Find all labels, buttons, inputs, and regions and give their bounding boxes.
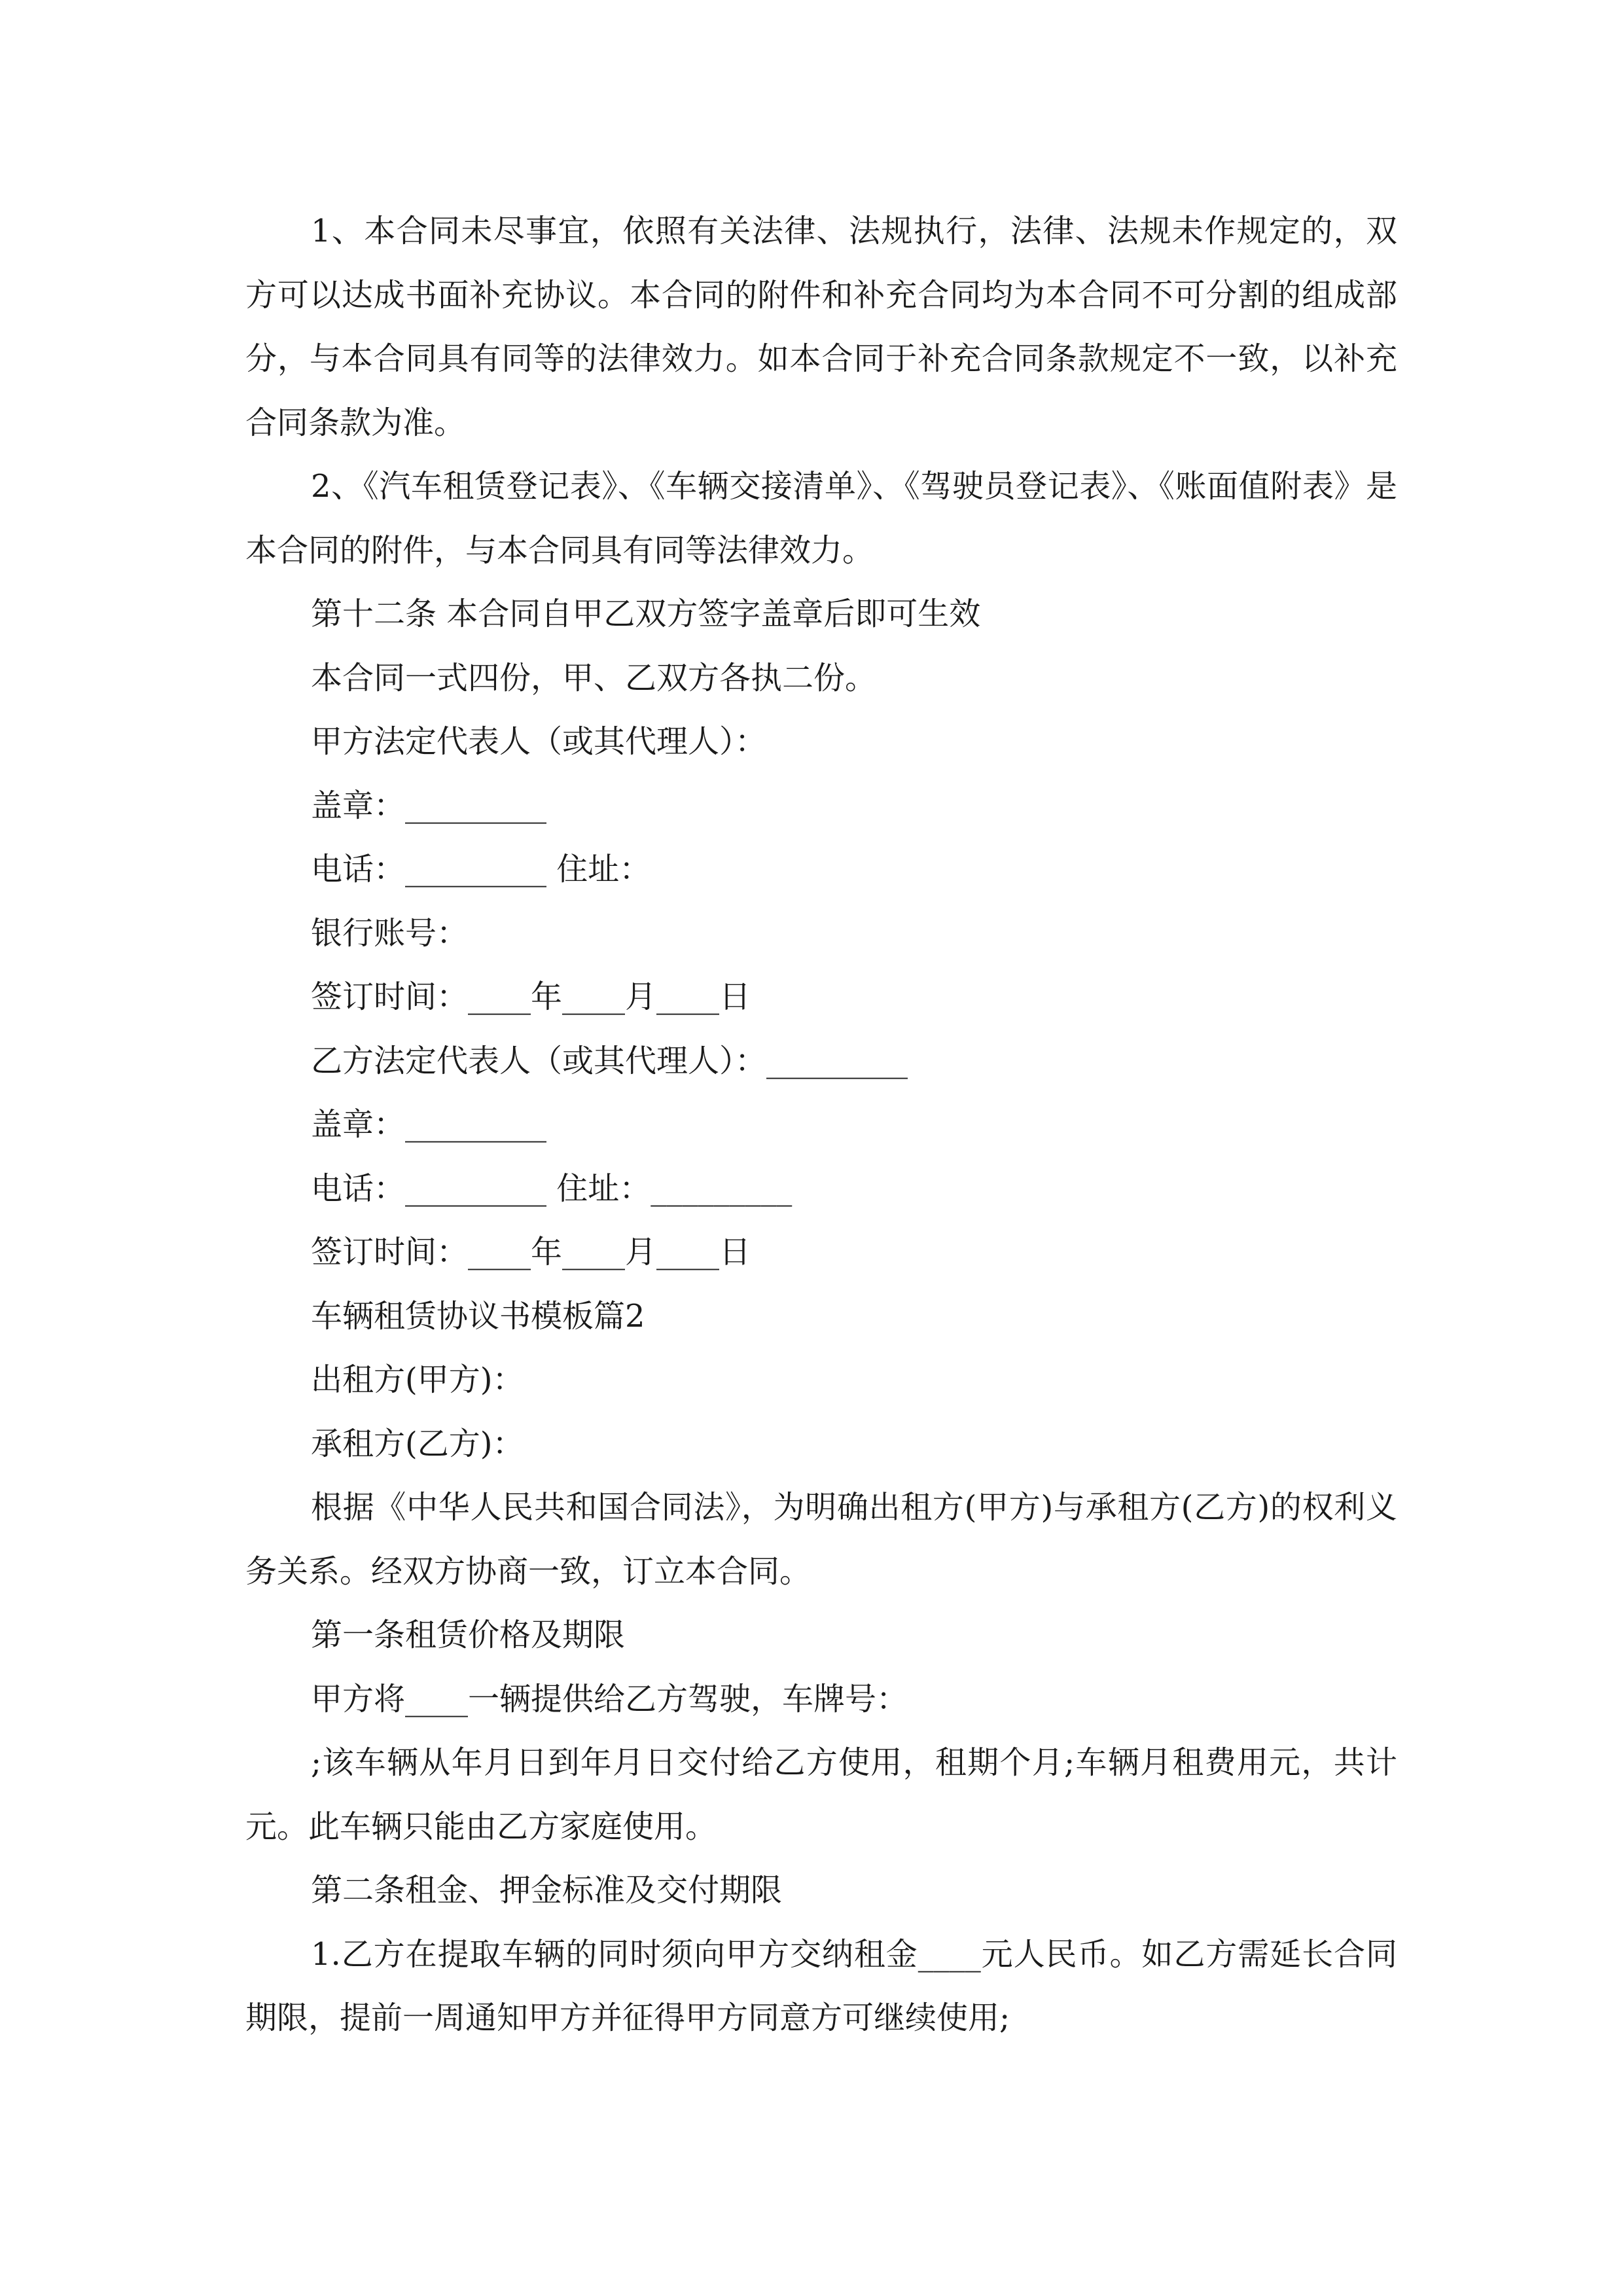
paragraph-copies: 本合同一式四份，甲、乙双方各执二份。: [311, 659, 877, 696]
paragraph-supplementary-terms: 1、本合同未尽事宜，依照有关法律、法规执行，法律、法规未作规定的，双方可以达成书面补充协议。本合同的附件和补充合同均为本合同不可分割的组成部分，与本合同具有同等的法律效力。如本合同于补充合同条款规定不一致，以补充合同条款为准。: [245, 213, 1397, 441]
paragraph-lease-period: ;该车辆从年月日到年月日交付给乙方使用，租期个月;车辆月租费用元，共计元。此车辆只能由乙方家庭使用。: [245, 1744, 1397, 1845]
paragraph-attachments: 2、《汽车租赁登记表》、《车辆交接清单》、《驾驶员登记表》、《账面值附表》是本合同的附件，与本合同具有同等法律效力。: [245, 468, 1397, 569]
party-b-seal: 盖章：_________: [311, 1106, 547, 1143]
lessor-line: 出租方(甲方)：: [311, 1361, 524, 1398]
party-a-representative: 甲方法定代表人（或其代理人）：: [311, 723, 767, 760]
section-heading-template-2: 车辆租赁协议书模板篇2: [311, 1297, 645, 1335]
article-1-heading: 第一条租赁价格及期限: [311, 1617, 626, 1653]
party-a-seal: 盖章：_________: [311, 787, 547, 824]
party-a-signing-date: 签订时间：____年____月____日: [311, 978, 751, 1015]
party-b-signing-date: 签订时间：____年____月____日: [311, 1234, 751, 1270]
party-b-representative: 乙方法定代表人（或其代理人）：_________: [311, 1042, 908, 1079]
party-b-phone-address: 电话：_________ 住址：_________: [311, 1170, 793, 1207]
article-2-heading: 第二条租金、押金标准及交付期限: [311, 1872, 783, 1909]
paragraph-vehicle-provision: 甲方将____一辆提供给乙方驾驶，车牌号：: [311, 1680, 908, 1717]
paragraph-article-12: 第十二条 本合同自甲乙双方签字盖章后即可生效: [311, 596, 981, 632]
paragraph-rent-payment: 1.乙方在提取车辆的同时须向甲方交纳租金____元人民币。如乙方需延长合同期限，提前一周通知甲方并征得甲方同意方可继续使用;: [245, 1935, 1397, 2036]
paragraph-preamble: 根据《中华人民共和国合同法》，为明确出租方(甲方)与承租方(乙方)的权利义务关系。经双方协商一致，订立本合同。: [245, 1489, 1397, 1590]
party-a-phone-address: 电话：_________ 住址：: [311, 851, 651, 888]
lessee-line: 承租方(乙方)：: [311, 1425, 524, 1462]
document-body: [245, 200, 1397, 2051]
party-a-bank-account: 银行账号：: [311, 914, 469, 952]
